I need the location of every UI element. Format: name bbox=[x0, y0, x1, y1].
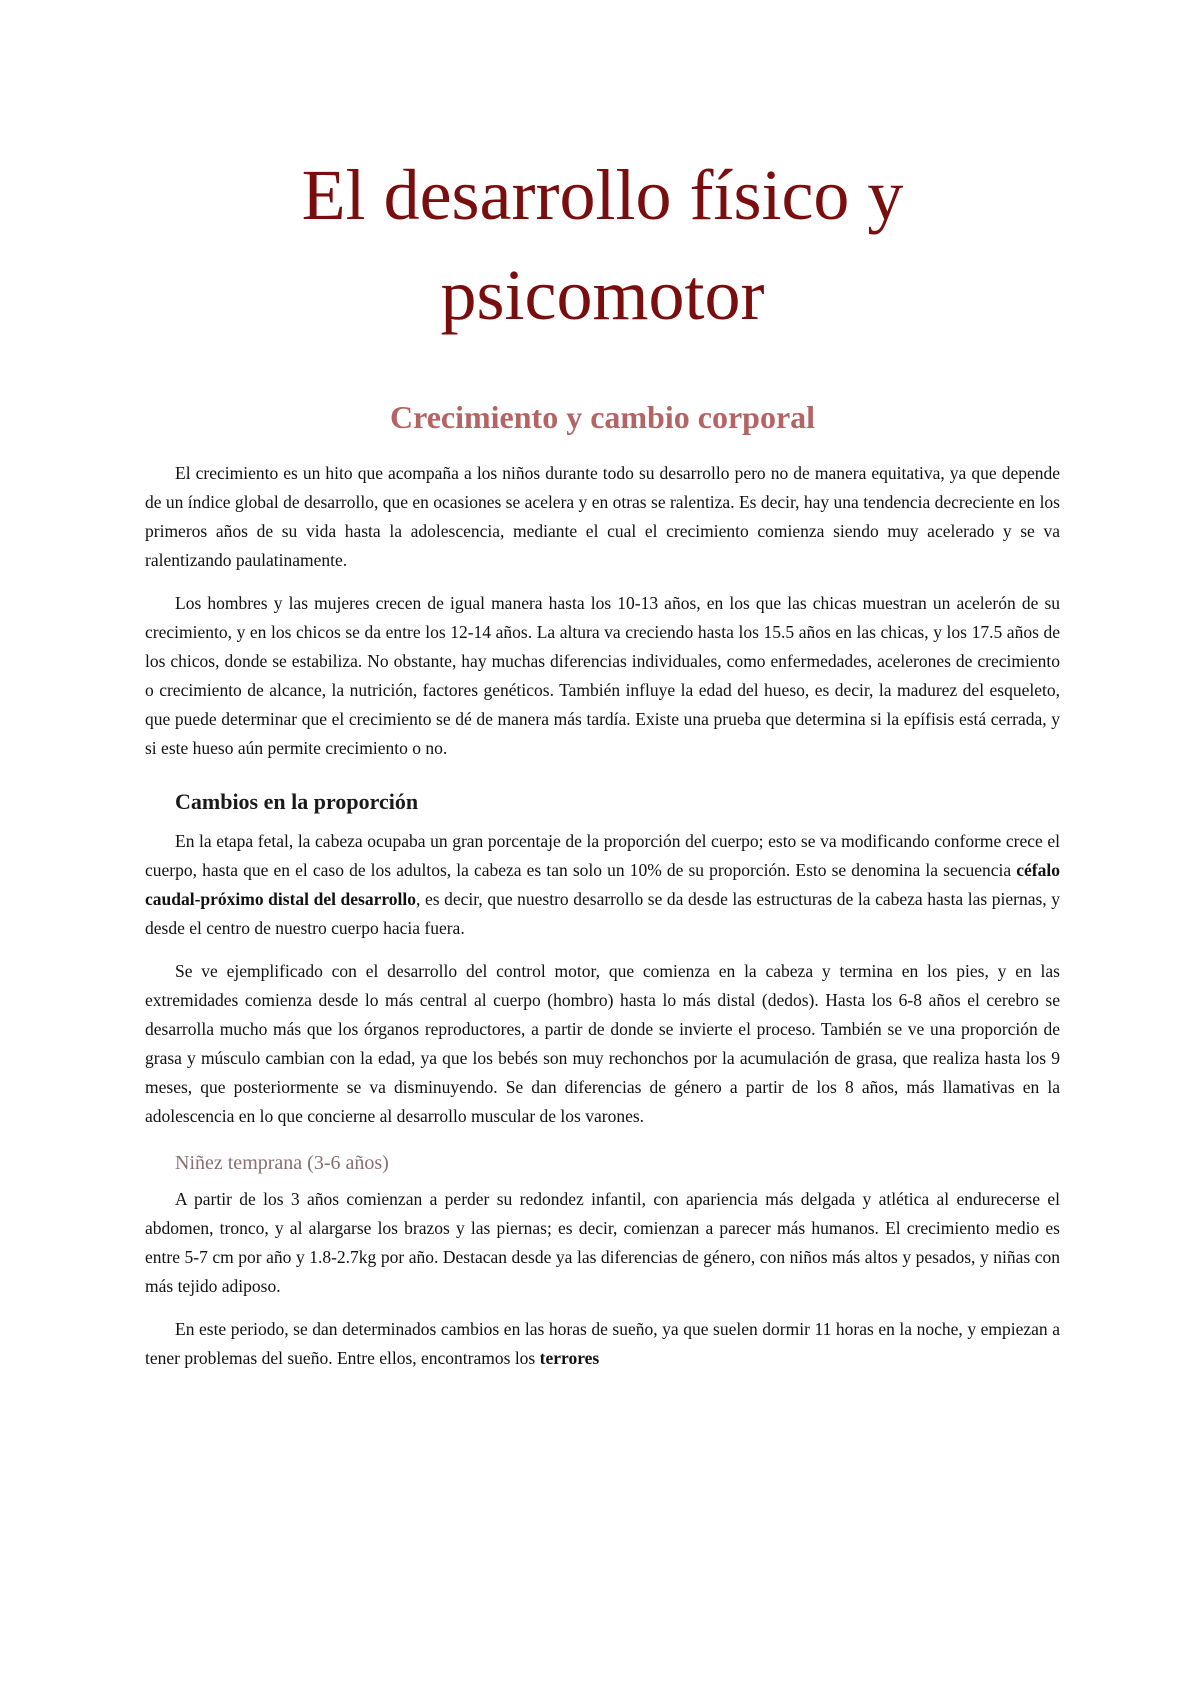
paragraph-proporcion-2: Se ve ejemplificado con el desarrollo del control motor, que comienza en la cabeza y termina en los pies, y en las extremidades comienza desde lo más central al cuerpo (hombro) hasta lo más distal (dedos). Hasta los 6-8 años el cerebro se desarrolla mucho más que los órganos reproductores, a partir de donde se invierte el proceso. También se ve una proporción de grasa y músculo cambian con la edad, ya que los bebés son muy rechonchos por la acumulación de grasa, que realiza hasta los 9 meses, que posteriormente se va disminuyendo. Se dan diferencias de género a partir de los 8 años, más llamativas en la adolescencia en lo que concierne al desarrollo muscular de los varones. bbox=[145, 961, 1060, 1126]
bold-term-cefalo-caudal: céfalo caudal-próximo distal del desarrollo bbox=[145, 860, 1060, 909]
title-line-2: psicomotor bbox=[440, 255, 765, 335]
subsubheading-ninez-temprana: Niñez temprana (3-6 años) bbox=[175, 1152, 389, 1174]
paragraph-crecimiento-2: Los hombres y las mujeres crecen de igual manera hasta los 10-13 años, en los que las chicas muestran un acelerón de su crecimiento, y en los chicos se da entre los 12-14 años. La altura va creciendo hasta los 15.5 años en las chicas, y los 17.5 años de los chicos, donde se estabiliza. No obstante, hay muchas diferencias individuales, como enfermedades, acelerones de crecimiento o crecimiento de alcance, la nutrición, factores genéticos. También influye la edad del hueso, es decir, la madurez del esqueleto, que puede determinar que el crecimiento se dé de manera más tardía. Existe una prueba que determina si la epífisis está cerrada, y si este hueso aún permite crecimiento o no. bbox=[145, 593, 1060, 758]
paragraph-proporcion-1-text-a: En la etapa fetal, la cabeza ocupaba un gran porcentaje de la proporción del cuerpo; esto se va modificando conforme crece el cuerpo, hasta que en el caso de los adultos, la cabeza es tan solo un 10% de su proporción. Esto se denomina la secuencia bbox=[145, 831, 1060, 880]
paragraph-proporcion-1-text-b: , es decir, que nuestro desarrollo se da desde las estructuras de la cabeza hasta las piernas, y desde el centro de nuestro cuerpo hacia fuera. bbox=[145, 889, 1060, 938]
title-line-1: El desarrollo físico y bbox=[301, 155, 904, 235]
subheading-cambios-proporcion: Cambios en la proporción bbox=[175, 789, 419, 814]
paragraph-ninez-1: A partir de los 3 años comienzan a perder su redondez infantil, con apariencia más delgada y atlética al endurecerse el abdomen, tronco, y al alargarse los brazos y las piernas; es decir, comienzan a parecer más humanos. El crecimiento medio es entre 5-7 cm por año y 1.8-2.7kg por año. Destacan desde ya las diferencias de género, con niños más altos y pesados, y niñas con más tejido adiposo. bbox=[145, 1189, 1060, 1296]
paragraph-ninez-2 bbox=[145, 1315, 1060, 1373]
paragraph-ninez-2-text: En este periodo, se dan determinados cambios en las horas de sueño, ya que suelen dormir 11 horas en la noche, y empiezan a tener problemas del sueño. Entre ellos, encontramos los bbox=[145, 1319, 1060, 1368]
paragraph-crecimiento-1: El crecimiento es un hito que acompaña a los niños durante todo su desarrollo pero no de manera equitativa, ya que depende de un índice global de desarrollo, que en ocasiones se acelera y en otras se ralentiza. Es decir, hay una tendencia decreciente en los primeros años de su vida hasta la adolescencia, mediante el cual el crecimiento comienza siendo muy acelerado y se va ralentizando paulatinamente. bbox=[145, 463, 1060, 570]
bold-term-terrores: terrores bbox=[539, 1348, 600, 1368]
document-title bbox=[145, 145, 1060, 345]
paragraph-proporcion-1 bbox=[145, 827, 1060, 943]
section-heading-crecimiento: Crecimiento y cambio corporal bbox=[389, 399, 816, 435]
